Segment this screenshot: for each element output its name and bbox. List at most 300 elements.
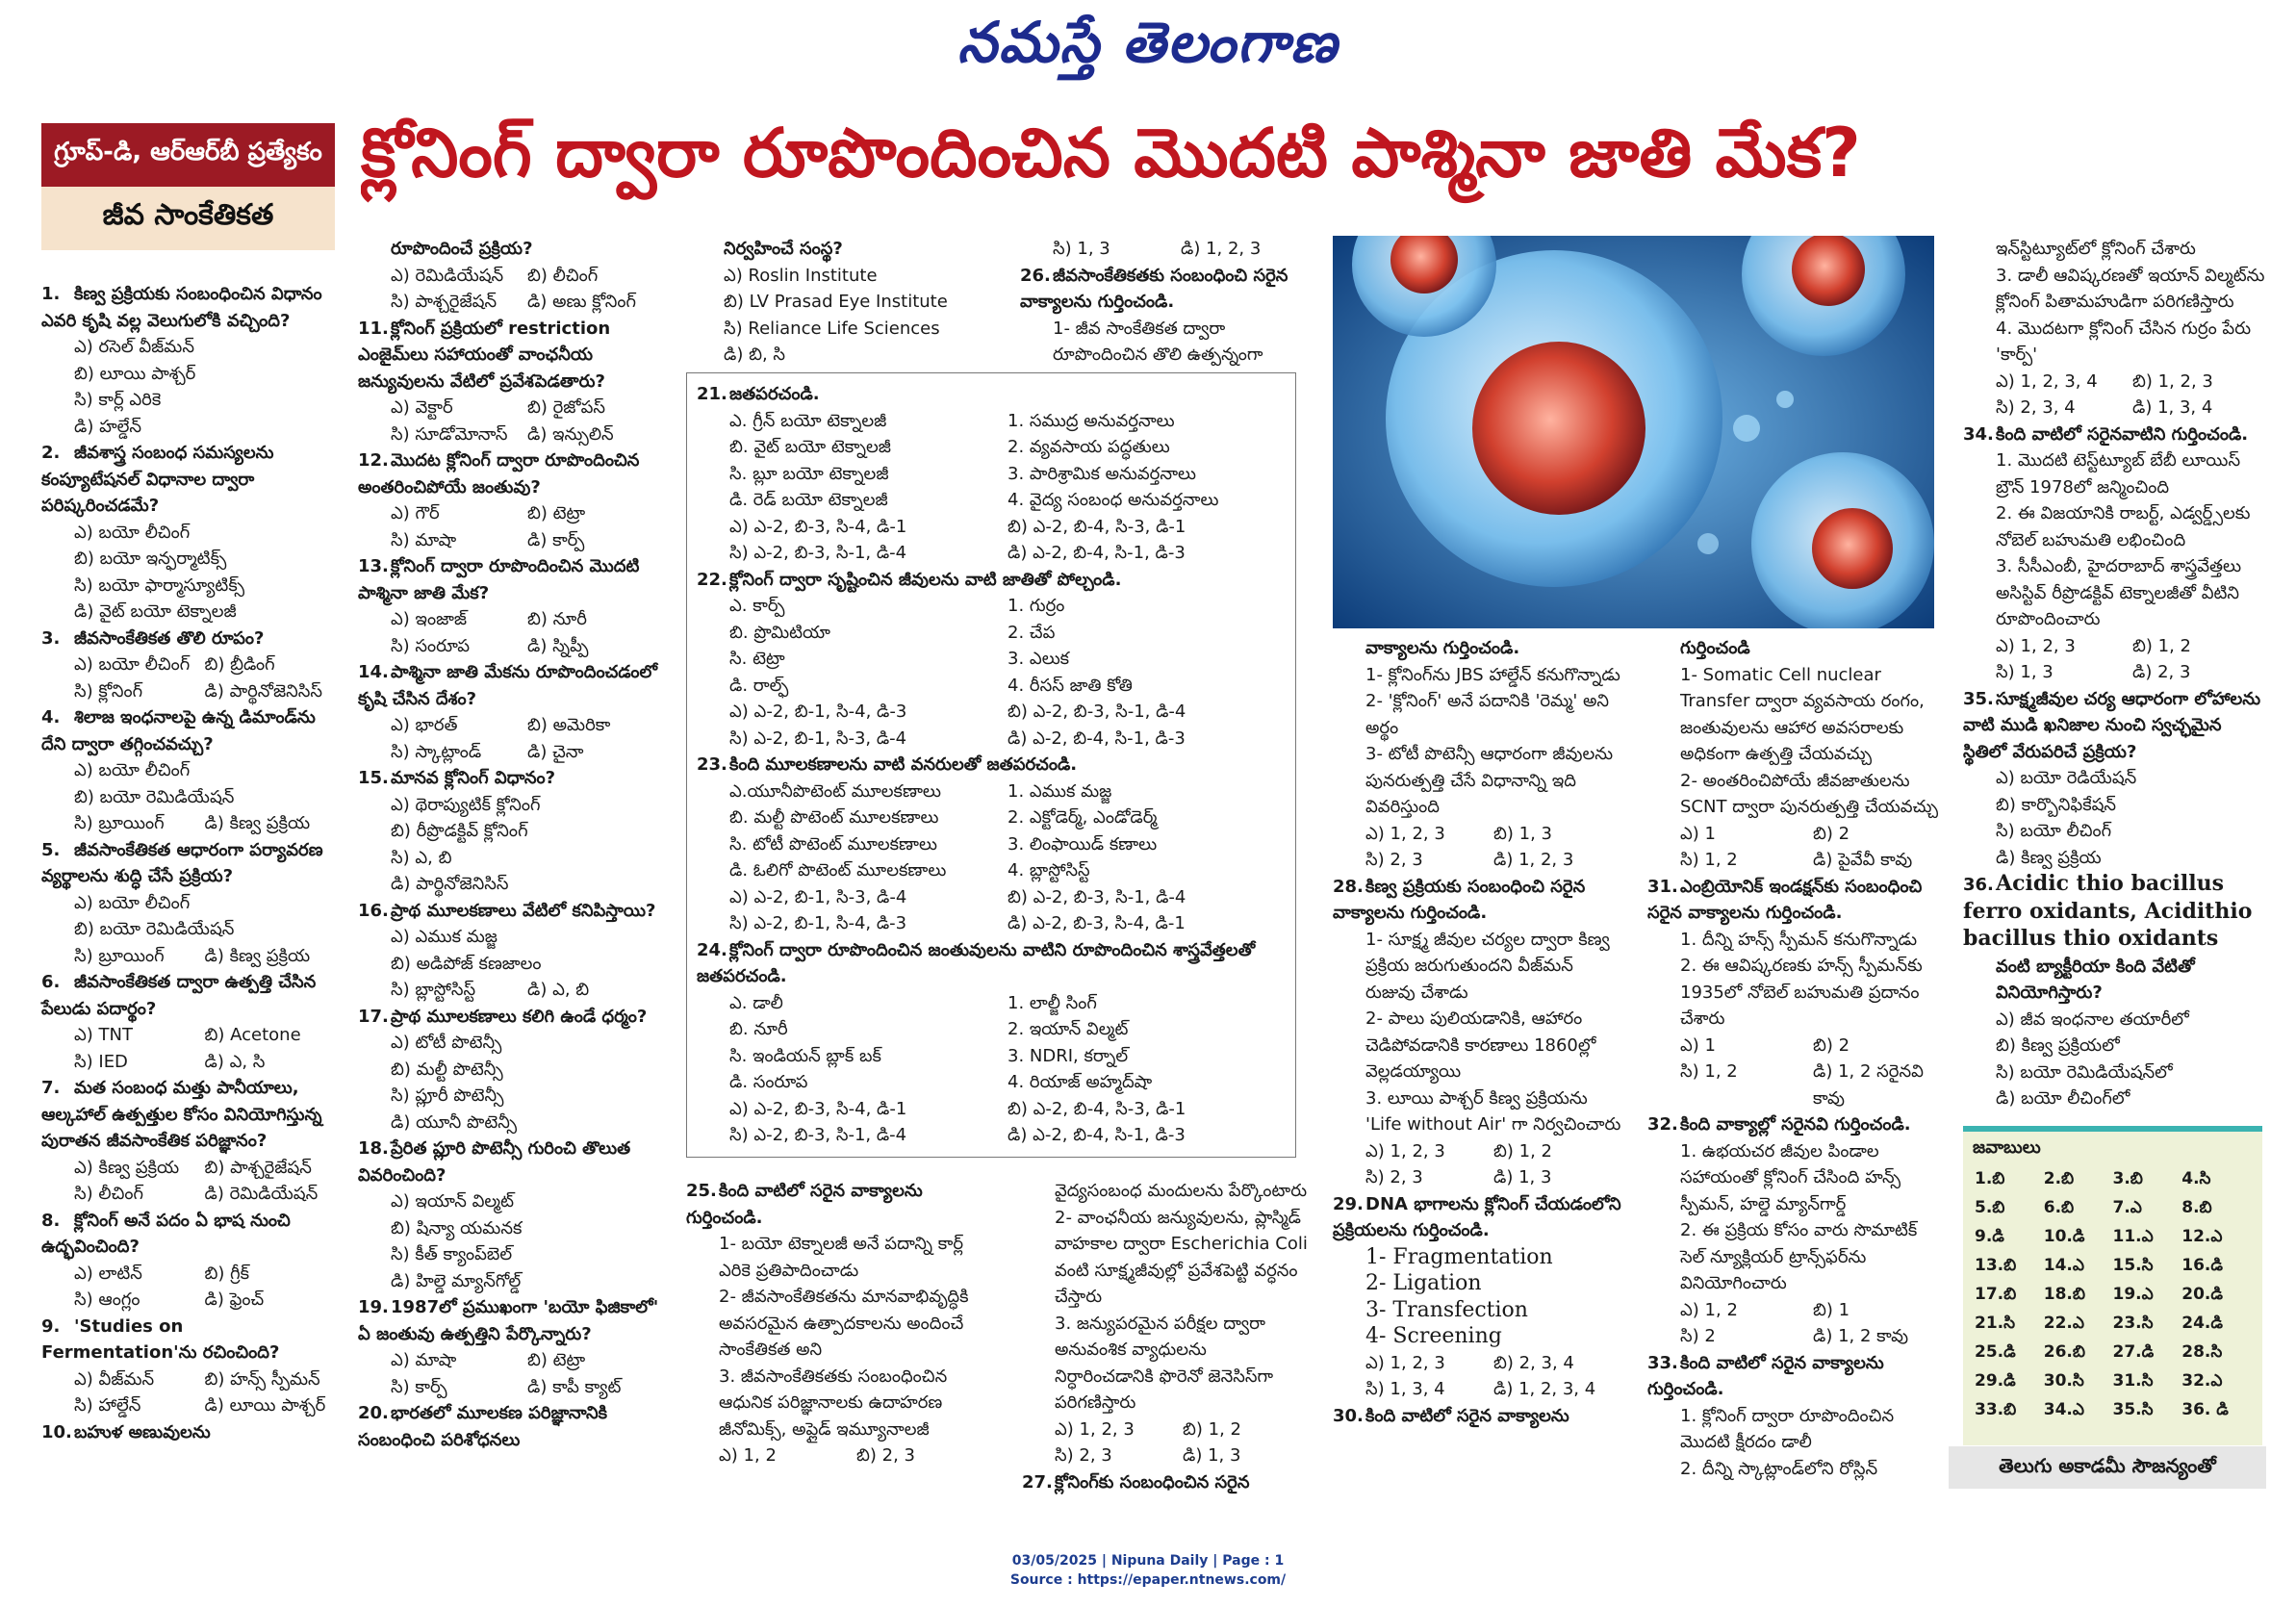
answer-item: 8.బి [2181,1198,2212,1217]
option: ఎ) మాషా [391,1350,457,1370]
question-text [41,1419,335,1446]
answer-item: 35.సి [2112,1400,2154,1419]
question-text [1647,1111,1946,1138]
option-row [41,810,335,837]
option: ఎ) రెమిడియేషన్‌ [391,265,504,286]
question-text [1647,635,1946,662]
question-stem: ఎంబ్రియోనిక్‌ ఇండక్షన్‌కు సంబంధించి సరైన వాక్యాలను గుర్తించండి. [1647,876,1923,923]
option: ఎ) 1, 2, 3 [1996,635,2076,656]
question-stem: 1987లో ప్రముఖంగా 'బయో ఫిజికాలో' ఏ జంతువు ఉత్పత్తిని పేర్కొన్నారు? [358,1297,659,1344]
answer-item: 29.డి [1975,1371,2016,1391]
option: ఎ) 1, 2, 3 [1365,1352,1445,1373]
option: బి) 1, 2 [2132,635,2191,656]
cell-cloning-illustration [1333,236,1934,628]
option: బి) బ్రీడింగ్‌ [204,654,275,675]
option: డి) కిణ్వ ప్రక్రియ [1996,847,2102,868]
option: ఎ) బయో లీచింగ్‌ [74,522,191,543]
option: బి) మల్టీ పొటెన్సీ [391,1059,503,1080]
option-row [358,633,664,660]
question-stem: జీవసాంకేతికత ఆధారంగా పర్యావరణ వ్యర్థాలను శుద్ధి చేసే ప్రక్రియ? [41,839,323,886]
question-number: 27. [1022,1471,1053,1493]
option: డి) ఇన్సులిన్‌ [527,423,614,445]
question-text [1963,871,2269,954]
question-number: 30. [1333,1405,1364,1426]
option: ఎ) 1, 2 [1680,1299,1738,1320]
option-row [41,1155,335,1182]
option-row [1647,1033,1946,1059]
option: ఎ) ఇయాన్‌ విల్మట్‌ [391,1191,514,1212]
question-stem: భారతలో మూలకణ పరిజ్ఞానానికి సంబంధించి పరిశోధనలు [358,1403,608,1450]
option-row [1647,1323,1946,1350]
match-row [697,434,1286,461]
option: ఎ) కిణ్వ ప్రక్రియ [74,1157,180,1178]
statement: 2- వాంఛనీయ జన్యువులను, ప్లాస్మిడ్‌ వాహకాల ద్వారా Escherichia Coli వంటి సూక్ష్మజీవుల్లో ప్రవేశపెట్టి వర్ధనం చేస్తారు [1055,1207,1308,1307]
option-row [41,943,335,970]
match-cell: 3. ఎలుక [1008,649,1070,669]
match-cell: 1. సముద్ర అనువర్తనాలు [1008,410,1175,431]
question-text [1020,263,1309,316]
match-cell: 4. బ్లాస్టోసిస్ట్‌ [1008,860,1090,881]
option: సి) 2, 3 [1055,1445,1112,1466]
question-text [358,236,664,263]
question-stem: మానవ క్లోనింగ్‌ విధానం? [391,768,556,788]
question-stem: క్లోనింగ్‌కు సంబంధించిన సరైన [1055,1471,1250,1493]
option: ఎ) 1 [1680,1034,1716,1056]
question-number: 32. [1647,1114,1678,1135]
answer-item: 20.డి [2181,1285,2223,1304]
option-row [358,500,664,527]
match-cell: డి. ఓలిగో పొటెంట్‌ మూలకణాలు [729,860,947,881]
answer-item: 32.ఎ [2181,1371,2223,1391]
question-stem: శిలాజ ఇంధనాలపై ఉన్న డిమాండ్‌ను దేని ద్వారా తగ్గించవచ్చు? [41,707,316,754]
option-row [358,1347,664,1374]
option-row [1963,633,2269,660]
option: ఎ) థెరాప్యుటిక్‌ క్లోనింగ్‌ [391,794,541,815]
option: బి) కార్బొనిఫికేషన్‌ [1996,794,2117,815]
statement: ఇన్‌స్టిట్యూట్‌లో క్లోనింగ్‌ చేశారు [1996,239,2196,259]
match-cell: సి. టెట్రా [729,649,785,669]
option-row [1333,1350,1621,1377]
option: బి) హన్స్‌ స్పీమన్‌ [204,1368,320,1390]
question-text [1333,1403,1621,1430]
option: బి) లూయి పాశ్చర్‌ [74,363,196,384]
answer-item: 12.ఎ [2181,1227,2223,1246]
question-stem: మొదట క్లోనింగ్‌ ద్వారా రూపొందించిన అంతరించిపోయే జంతువు? [358,450,640,498]
question-stem: జీవసాంకేతికత ద్వారా ఉత్పత్తి చేసిన పేలుడు పదార్థం? [41,972,317,1019]
option: సి) మాషా [391,529,457,550]
answer-item: 5.బి [1975,1198,2005,1217]
option-row [1963,369,2269,396]
option: బి) షిన్యా యమనక [391,1217,523,1238]
match-cell: 1. లాల్జీ సింగ్‌ [1008,992,1097,1013]
option: బి) టెట్రా [527,1350,586,1370]
option-row [1963,395,2269,421]
match-row [697,461,1286,488]
option-row [1647,1297,1946,1324]
statement: 3- టోటీ పొటెన్సీ ఆధారంగా జీవులను పునరుత్పత్తి చేసే విధానాన్ని ఇది వివరిస్తుంది [1365,744,1614,817]
option: డి) వైట్‌ బయో టెక్నాలజీ [74,601,237,622]
match-row [697,831,1286,858]
match-cell: 4. రీసస్‌ జాతి కోతి [1008,675,1133,696]
option: డి) లూయి పాశ్చర్‌ [204,1395,326,1416]
statement: 3- Transfection [1365,1297,1528,1322]
match-cell: 3. పారిశ్రామిక అనువర్తనాలు [1008,463,1197,484]
statement: 1. మొదటి టెస్ట్‌ట్యూబ్‌ బేబీ లూయిస్‌ బ్రౌన్‌ 1978లో జన్మించింది [1996,450,2241,498]
question-stem: క్లోనింగ్‌ ప్రక్రియలో restriction ఎంజైమ్‌లు సహాయంతో వాంఛనీయ జన్యువులను వేటిలో ప్రవేశపెడతారు? [358,318,611,392]
match-cell: సి) ఎ-2, బి-1, సి-3, డి-4 [729,727,907,749]
option: ఎ) వీజ్‌మన్‌ [74,1368,155,1390]
option-row [1647,821,1946,848]
match-cell: డి) ఎ-2, బి-4, సి-1, డి-3 [1008,543,1186,563]
match-cell: డి) ఎ-2, బి-3, సి-4, డి-1 [1008,913,1186,933]
option: సి) ప్లూరీ పొటెన్సీ [391,1085,504,1106]
question-stem: కిణ్వ ప్రక్రియకు సంబంధించిన విధానం ఎవరి కృషి వల్ల వెలుగులోకి వచ్చింది? [41,284,322,331]
match-cell: డి. సంరూప [729,1072,808,1092]
question-stem: 'Studies on Fermentation'ను రచించింది? [41,1315,280,1363]
question-number: 24. [697,939,727,960]
match-cell: బి) ఎ-2, బి-4, సి-3, డి-1 [1008,1098,1186,1119]
match-cell: సి) ఎ-2, బి-3, సి-1, డి-4 [729,1125,907,1145]
answer-item: 16.డి [2181,1256,2223,1275]
option: ఎ) బయో లీచింగ్‌ [74,654,191,675]
answer-item: 4.సి [2181,1169,2211,1188]
option-row [1333,821,1621,848]
question-text [1647,1350,1946,1403]
option: బి) 2 [1813,823,1850,844]
option: డి) ఎ, బి [527,980,590,1000]
option-row [41,1261,335,1288]
question-stem: క్లోనింగ్‌ అనే పదం ఏ భాష నుంచి ఉద్భవించింది? [41,1210,291,1257]
question-text [41,969,335,1022]
match-cell: సి. ఇండియన్‌ బ్లాక్‌ బక్‌ [729,1045,881,1066]
question-stem: ప్రాథ మూలకణాలు వేటిలో కనిపిస్తాయి? [391,900,656,921]
statement: 2. ఈ విజయానికి రాబర్ట్‌, ఎడ్వర్డ్స్‌లకు నోబెల్‌ బహుమతి లభించింది [1996,503,2251,550]
option: బి) 1, 2, 3 [2132,370,2213,392]
question-number: 4. [41,707,61,727]
option: డి) కాపీ క్యాట్‌ [527,1376,622,1397]
question-column-7 [1963,236,2269,1112]
question-number: 35. [1963,688,1994,709]
question-text [697,381,1286,408]
question-text [686,1178,994,1231]
question-text [41,1075,335,1155]
statement: 1. దీన్ని హన్స్‌ స్పీమన్‌ కనుగొన్నాడు [1680,929,1918,950]
match-row [697,699,1286,726]
option: సి) 1, 3 [1053,239,1110,259]
option: సి) కార్ల్‌ ఎరికె [74,390,162,410]
question-stem: జతపరచండి. [729,384,820,404]
option: సి) బయో లీచింగ్‌ [1996,821,2112,841]
option: ఎ) భారత్‌ [391,715,458,735]
option-row [41,651,335,678]
option: సి) Reliance Life Sciences [724,318,940,339]
option: సి) బయో రెమిడియేషన్‌లో [1996,1061,2173,1083]
option: సి) ఆంగ్లం [74,1289,140,1310]
question-text [1647,874,1946,927]
question-number: 25. [686,1181,717,1201]
statement: వైద్యసంబంధ మందులను పేర్కొంటారు [1055,1181,1308,1201]
question-stem: వంటి బ్యాక్టీరియా కింది వేటితో వినియోగిస్తారు? [1996,956,2195,1003]
answer-item: 27.డి [2112,1342,2155,1362]
question-number: 8. [41,1210,61,1231]
match-cell: ఎ) ఎ-2, బి-3, సి-4, డి-1 [729,516,907,537]
option: బి) Acetone [204,1025,301,1045]
statement: 1- Fragmentation [1365,1244,1553,1269]
match-cell: 2. ఇయాన్‌ విల్మట్‌ [1008,1019,1129,1039]
answer-key-title: జవాబులు [1973,1137,2041,1158]
answer-item: 34.ఎ [2043,1400,2084,1419]
option-row [1022,1417,1311,1443]
option: బి) రీప్రొడక్టివ్‌ క్లోనింగ్‌ [391,821,528,841]
question-stem: క్లోనింగ్‌ ద్వారా రూపొందించిన మొదటి పాశ్మినా జాతి మేక? [358,556,640,603]
match-row [697,673,1286,700]
question-number: 19. [358,1297,389,1317]
option: డి) పార్థినోజెనిసిస్‌ [204,680,323,702]
option: సి) కీత్‌ క్యాంప్‌బెల్‌ [391,1244,513,1264]
option: బి) పాశ్చరైజేషన్‌ [204,1157,312,1178]
question-column-5 [1333,635,1621,1429]
option: బి) అడిపోజ్‌ కణజాలం [391,953,542,974]
question-number: 33. [1647,1352,1678,1373]
option: సి) లీచింగ్‌ [74,1184,143,1204]
match-cell: 3. లింఫాయిడ్‌ కణాలు [1008,833,1158,855]
option: డి) అణు క్లోనింగ్‌ [527,292,636,312]
question-number: 31. [1647,876,1678,897]
question-25 [686,1178,994,1469]
question-26-continued [1022,1178,1311,1495]
answer-item: 3.బి [2112,1169,2143,1188]
option: సి) 1, 3 [1996,662,2054,682]
match-row [697,884,1286,911]
option: డి) 1, 2 కావు [1813,1326,1909,1346]
match-cell: 2. చేప [1008,622,1056,643]
answer-item: 7.ఎ [2112,1198,2142,1217]
question-text [697,937,1286,990]
option: డి) ఎ, సి [204,1051,266,1072]
option-row [358,712,664,739]
option: బి) 2 [1813,1034,1850,1056]
answer-item: 13.బి [1975,1256,2017,1275]
question-text [41,1208,335,1261]
question-text [1333,874,1621,927]
statement: 2- పాలు పులియడానికి, ఆహారం చెడిపోవడానికి కారణాలు 1860ల్లో వెల్లడయ్యాయి [1365,1008,1596,1082]
option: ఎ) టోటీ పొటెన్సీ [391,1033,502,1053]
answer-item: 11.ఎ [2112,1227,2154,1246]
match-cell: డి) ఎ-2, బి-4, సి-1, డి-3 [1008,1125,1186,1145]
question-number: 29. [1333,1193,1364,1214]
option: బి) బయో రెమిడియేషన్‌ [74,786,235,807]
question-text [41,625,335,652]
option-row [41,1049,335,1076]
option: డి) కార్ప్‌ [527,529,585,550]
option: ఎ) బయో లీచింగ్‌ [74,892,191,913]
option: సి) సంరూప [391,635,471,656]
answer-item: 17.బి [1975,1285,2017,1304]
option-row [41,1366,335,1393]
question-number: 3. [41,627,61,649]
match-cell: ఎ) ఎ-2, బి-3, సి-4, డి-1 [729,1098,907,1119]
answer-item: 33.బి [1975,1400,2017,1419]
question-number: 36. [1963,875,1994,895]
option: ఎ) ఇంజాజ్‌ [391,609,468,629]
option: సి) 2 [1680,1326,1716,1346]
question-number: 5. [41,839,61,860]
option: డి) రెమిడియేషన్‌ [204,1184,319,1204]
match-row [697,1069,1286,1096]
match-row [697,408,1286,435]
match-row [697,620,1286,647]
option-row [358,977,664,1004]
question-number: 28. [1333,876,1364,897]
match-cell: 1. గుర్రం [1008,596,1065,616]
option: డి) కిణ్వ ప్రక్రియ [204,813,311,833]
statement: 3. జీవసాంకేతికతకు సంబంధించిన ఆధునిక పరిజ్ఞానాలకు ఉదాహరణ జీనోమిక్స్‌, అప్లైడ్‌ ఇమ్యూనాలజీ [719,1366,948,1440]
option: బి) బయో రెమిడియేషన్‌ [74,919,235,939]
statement: 1- సూక్ష్మ జీవుల చర్యల ద్వారా కిణ్వ ప్రక్రియ జరుగుతుందని వీజ్‌మన్‌ రుజువు చేశాడు [1365,929,1610,1003]
option-row [358,289,664,316]
answer-item: 6.బి [2043,1198,2075,1217]
option: బి) 2, 3 [856,1445,915,1466]
question-number: 12. [358,450,389,471]
option: సి) బ్లాస్టోసిస్ట్‌ [391,980,476,1000]
answer-item: 19.ఎ [2112,1285,2154,1304]
match-row [697,593,1286,620]
question-stem: రూపొందించే ప్రక్రియ? [391,239,533,259]
answer-item: 15.సి [2112,1256,2154,1275]
statement: 3. డాలీ ఆవిష్కరణతో ఇయాన్‌ విల్మట్‌ను క్లోనింగ్‌ పితామహుడిగా పరిగణిస్తారు [1996,265,2265,312]
statement: 2- జీవసాంకేతికతను మానవాభివృద్ధికి అవసరమైన ఉత్పాదకాలను అందించే సాంకేతికత అని [719,1287,969,1360]
answer-item: 25.డి [1975,1342,2016,1362]
option-row [1020,236,1309,263]
option: 1- జీవ సాంకేతికత ద్వారా రూపొందించిన తొలి ఉత్పన్నంగా [1053,318,1263,365]
question-stem: జీవసాంకేతికత తొలి రూపం? [74,627,265,649]
option: డి) పైవేవీ కావు [1813,850,1913,870]
option: ఎ) గౌర్‌ [391,503,440,523]
match-row [697,857,1286,884]
question-column-2 [358,236,664,1453]
option: బి) LV Prasad Eye Institute [724,292,948,312]
statement: 2- Ligation [1365,1271,1482,1295]
option: సి) 2, 3 [1365,1167,1423,1187]
question-stem: జీవసాంకేతికతకు సంబంధించి సరైన వాక్యాలను గుర్తించండి. [1020,265,1288,312]
option: సి) ఎ, బి [391,847,452,868]
question-number: 2. [41,443,61,463]
page-footer [0,1551,2296,1590]
match-cell: సి) ఎ-2, బి-3, సి-1, డి-4 [729,543,907,563]
option-row [358,263,664,290]
match-cell: బి) ఎ-2, బి-4, సి-3, డి-1 [1008,516,1186,537]
match-cell: ఎ.యూనీపొటెంట్‌ మూలకణాలు [729,780,941,802]
question-text [358,447,664,500]
question-number: 16. [358,900,389,921]
question-number: 26. [1020,265,1051,286]
question-text [1022,1469,1311,1496]
match-row [697,1096,1286,1123]
question-number: 13. [358,556,389,576]
option-row [358,421,664,448]
question-text [41,837,335,890]
option: ఎ) 1, 2 [719,1445,777,1466]
option: ఎ) ఎముక మజ్జ [391,927,497,947]
question-stem: ప్రేరిత ప్లూరి పొటెన్సీ గురించి తొలుత వివరించింది? [358,1138,631,1186]
match-cell: సి) ఎ-2, బి-1, సి-4, డి-3 [729,913,907,933]
question-text [697,567,1286,594]
question-number: 1. [41,284,61,304]
credit-line: తెలుగు అకాడమీ సౌజన్యంతో [1949,1446,2266,1489]
option: ఎ) Roslin Institute [724,265,878,286]
match-cell: బి. వైట్‌ బయో టెక్నాలజీ [729,437,891,457]
option: డి) ఫ్రెంచ్‌ [204,1289,265,1310]
option: సి) 2, 3 [1365,850,1423,870]
question-stem: ప్రాథ మూలకణాలు కలిగి ఉండే ధర్మం? [391,1006,648,1027]
match-cell: 1. ఎముక మజ్జ [1008,780,1112,802]
option: డి) పార్థినోజెనిసిస్‌ [391,874,509,894]
match-cell: బి) ఎ-2, బి-3, సి-1, డి-4 [1008,702,1186,722]
question-stem-english: Acidic thio bacillus ferro oxidants, Acidithio bacillus thio oxidants [1963,871,2253,951]
option: సి) 2, 3, 4 [1996,397,2076,418]
option: ఎ) జీవ ఇంధనాల తయారీలో [1996,1008,2189,1030]
match-cell: బి. నూరీ [729,1019,788,1039]
answer-item: 10.డి [2043,1227,2085,1246]
option: బి) నూరీ [527,609,587,629]
question-number: 21. [697,384,727,404]
question-stem: క్లోనింగ్‌ ద్వారా రూపొందించిన జంతువులను వాటిని రూపొందించిన శాస్త్రవేత్తలతో జతపరచండి. [697,939,1256,986]
section-tag: గ్రూప్‌-డి, ఆర్‌ఆర్‌బీ ప్రత్యేకం [41,123,335,187]
match-row [697,514,1286,541]
answer-item: 2.బి [2043,1169,2075,1188]
question-text [358,1136,664,1188]
question-text [41,1314,335,1366]
option: డి) 1, 2, 3 [1493,850,1574,870]
option: డి) 1, 2 సరైనవి కావు [1813,1061,1924,1109]
option: సి) IED [74,1051,128,1072]
answer-item: 18.బి [2043,1285,2085,1304]
option-row [41,1287,335,1314]
option: ఎ) 1, 2, 3 [1365,1140,1445,1161]
question-number: 22. [697,569,727,590]
subject-tag: జీవ సాంకేతికత [41,187,335,250]
option: బి) లీచింగ్‌ [527,265,599,286]
option: బి) 1 [1813,1299,1850,1320]
match-row [697,646,1286,673]
option-row [358,1374,664,1401]
option: బి) 1, 2 [1493,1140,1552,1161]
option: డి) 1, 2, 3, 4 [1493,1379,1596,1399]
option: సి) క్లోనింగ్‌ [74,680,143,702]
option: ఎ) బయో రెడియేషన్‌ [1996,768,2137,788]
match-cell: ఎ. డాలీ [729,992,783,1013]
match-cell: ఎ) ఎ-2, బి-1, సి-4, డి-3 [729,702,907,722]
option: డి) బయో లీచింగ్‌లో [1996,1088,2130,1109]
match-cell: 3. NDRI, కర్నాల్‌ [1008,1045,1129,1066]
statement: 2- అంతరించిపోయే జీవజాతులను SCNT ద్వారా పునరుత్పత్తి చేయవచ్చు [1680,770,1939,817]
statement: 3. లూయి పాశ్చర్‌ కిణ్వ ప్రక్రియను 'Life without Air' గా నిర్వచించారు [1365,1087,1621,1135]
option: ఎ) 1, 2, 3, 4 [1996,370,2098,392]
answer-item: 1.బి [1975,1169,2005,1188]
match-row [697,910,1286,937]
question-text [358,659,664,712]
option-row [41,1022,335,1049]
question-text [358,1294,664,1347]
question-stem: DNA భాగాలను క్లోనింగ్‌ చేయడంలోని ప్రక్రియలను గుర్తించండి. [1333,1193,1621,1240]
match-cell: డి) ఎ-2, బి-4, సి-1, డి-3 [1008,727,1186,749]
option-row [1333,1376,1621,1403]
question-stem: వాక్యాలను గుర్తించండి. [1365,638,1520,658]
statement: 4. మొదటగా క్లోనింగ్‌ చేసిన గుర్రం పేరు 'కార్ప్‌' [1996,318,2252,365]
statement: 1- Somatic Cell nuclear Transfer ద్వారా వ్యవసాయ రంగం, జంతువులను ఆహార అవసరాలకు అధికంగా ఉత్పత్తి చేయవచ్చు [1680,664,1925,764]
match-cell: బి. మల్టీ పొటెంట్‌ మూలకణాలు [729,807,939,828]
match-cell: డి. రెడ్‌ బయో టెక్నాలజీ [729,490,888,510]
